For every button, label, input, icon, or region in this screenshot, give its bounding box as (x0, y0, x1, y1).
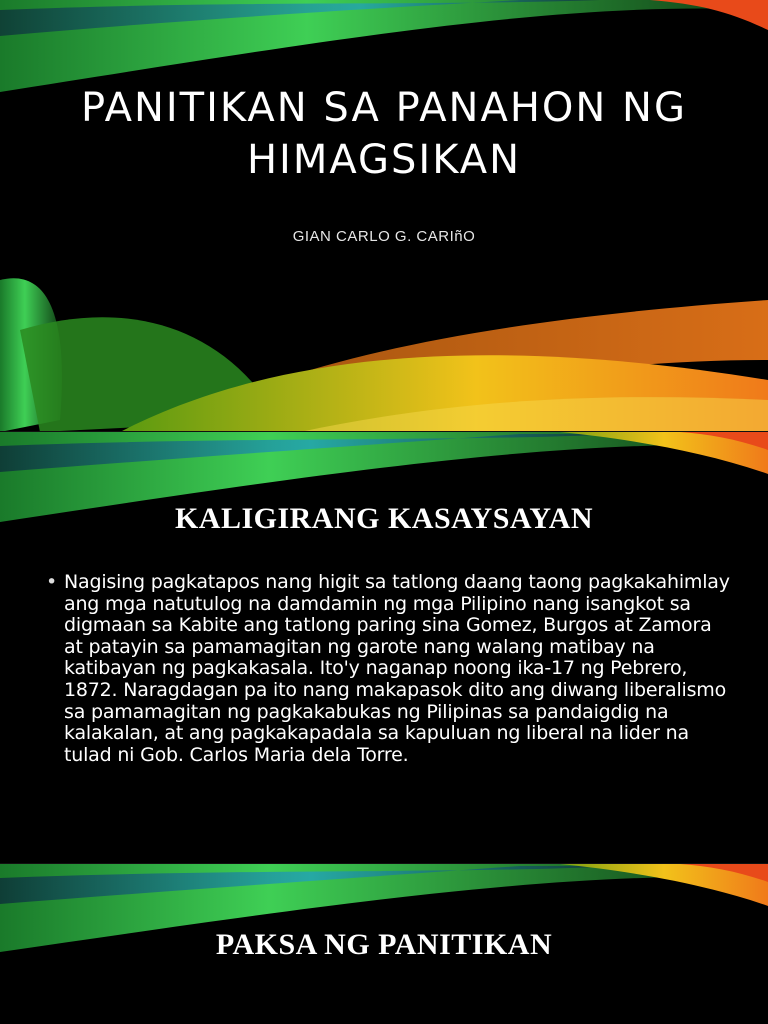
presentation-title: PANITIKAN SA PANAHON NG HIMAGSIKAN (81, 85, 687, 183)
content-slide (0, 864, 768, 1024)
slide-heading: KALIGIRANG KASAYSAYAN (174, 502, 594, 535)
wave-decoration (0, 0, 768, 432)
bullet-icon: • (46, 571, 58, 593)
slide-heading: PAKSA NG PANITIKAN (215, 928, 553, 961)
bullet-list (46, 572, 736, 766)
body-text: Nagising pagkatapos nang higit sa tatlong daang taong pagkakahimlay ang mga natutulog na damdamin ng mga Pilipino nang isangkot sa digmaan sa Kabite ang tatlong paring sina Gomez, Burgos at Zamora at patayin sa pamamagitan ng garote nang walang matibay na katibayan ng pagkakasala. Ito'y naganap noong ika-17 ng Pebrero, 1872. Naragdagan pa ito nang makapasok dito ang diwang liberalismo sa pamamagitan ng pagkakabukas ng Pilipinas sa pandaigdig na kalakalan, at ang pagkakapadala sa kapuluan ng liberal na lider na tulad ni Gob. Carlos Maria dela Torre. (64, 571, 730, 766)
list-item (46, 572, 736, 766)
author-name: GIAN CARLO G. CARIñO (292, 228, 476, 245)
title-slide (0, 0, 768, 432)
content-slide (0, 432, 768, 864)
